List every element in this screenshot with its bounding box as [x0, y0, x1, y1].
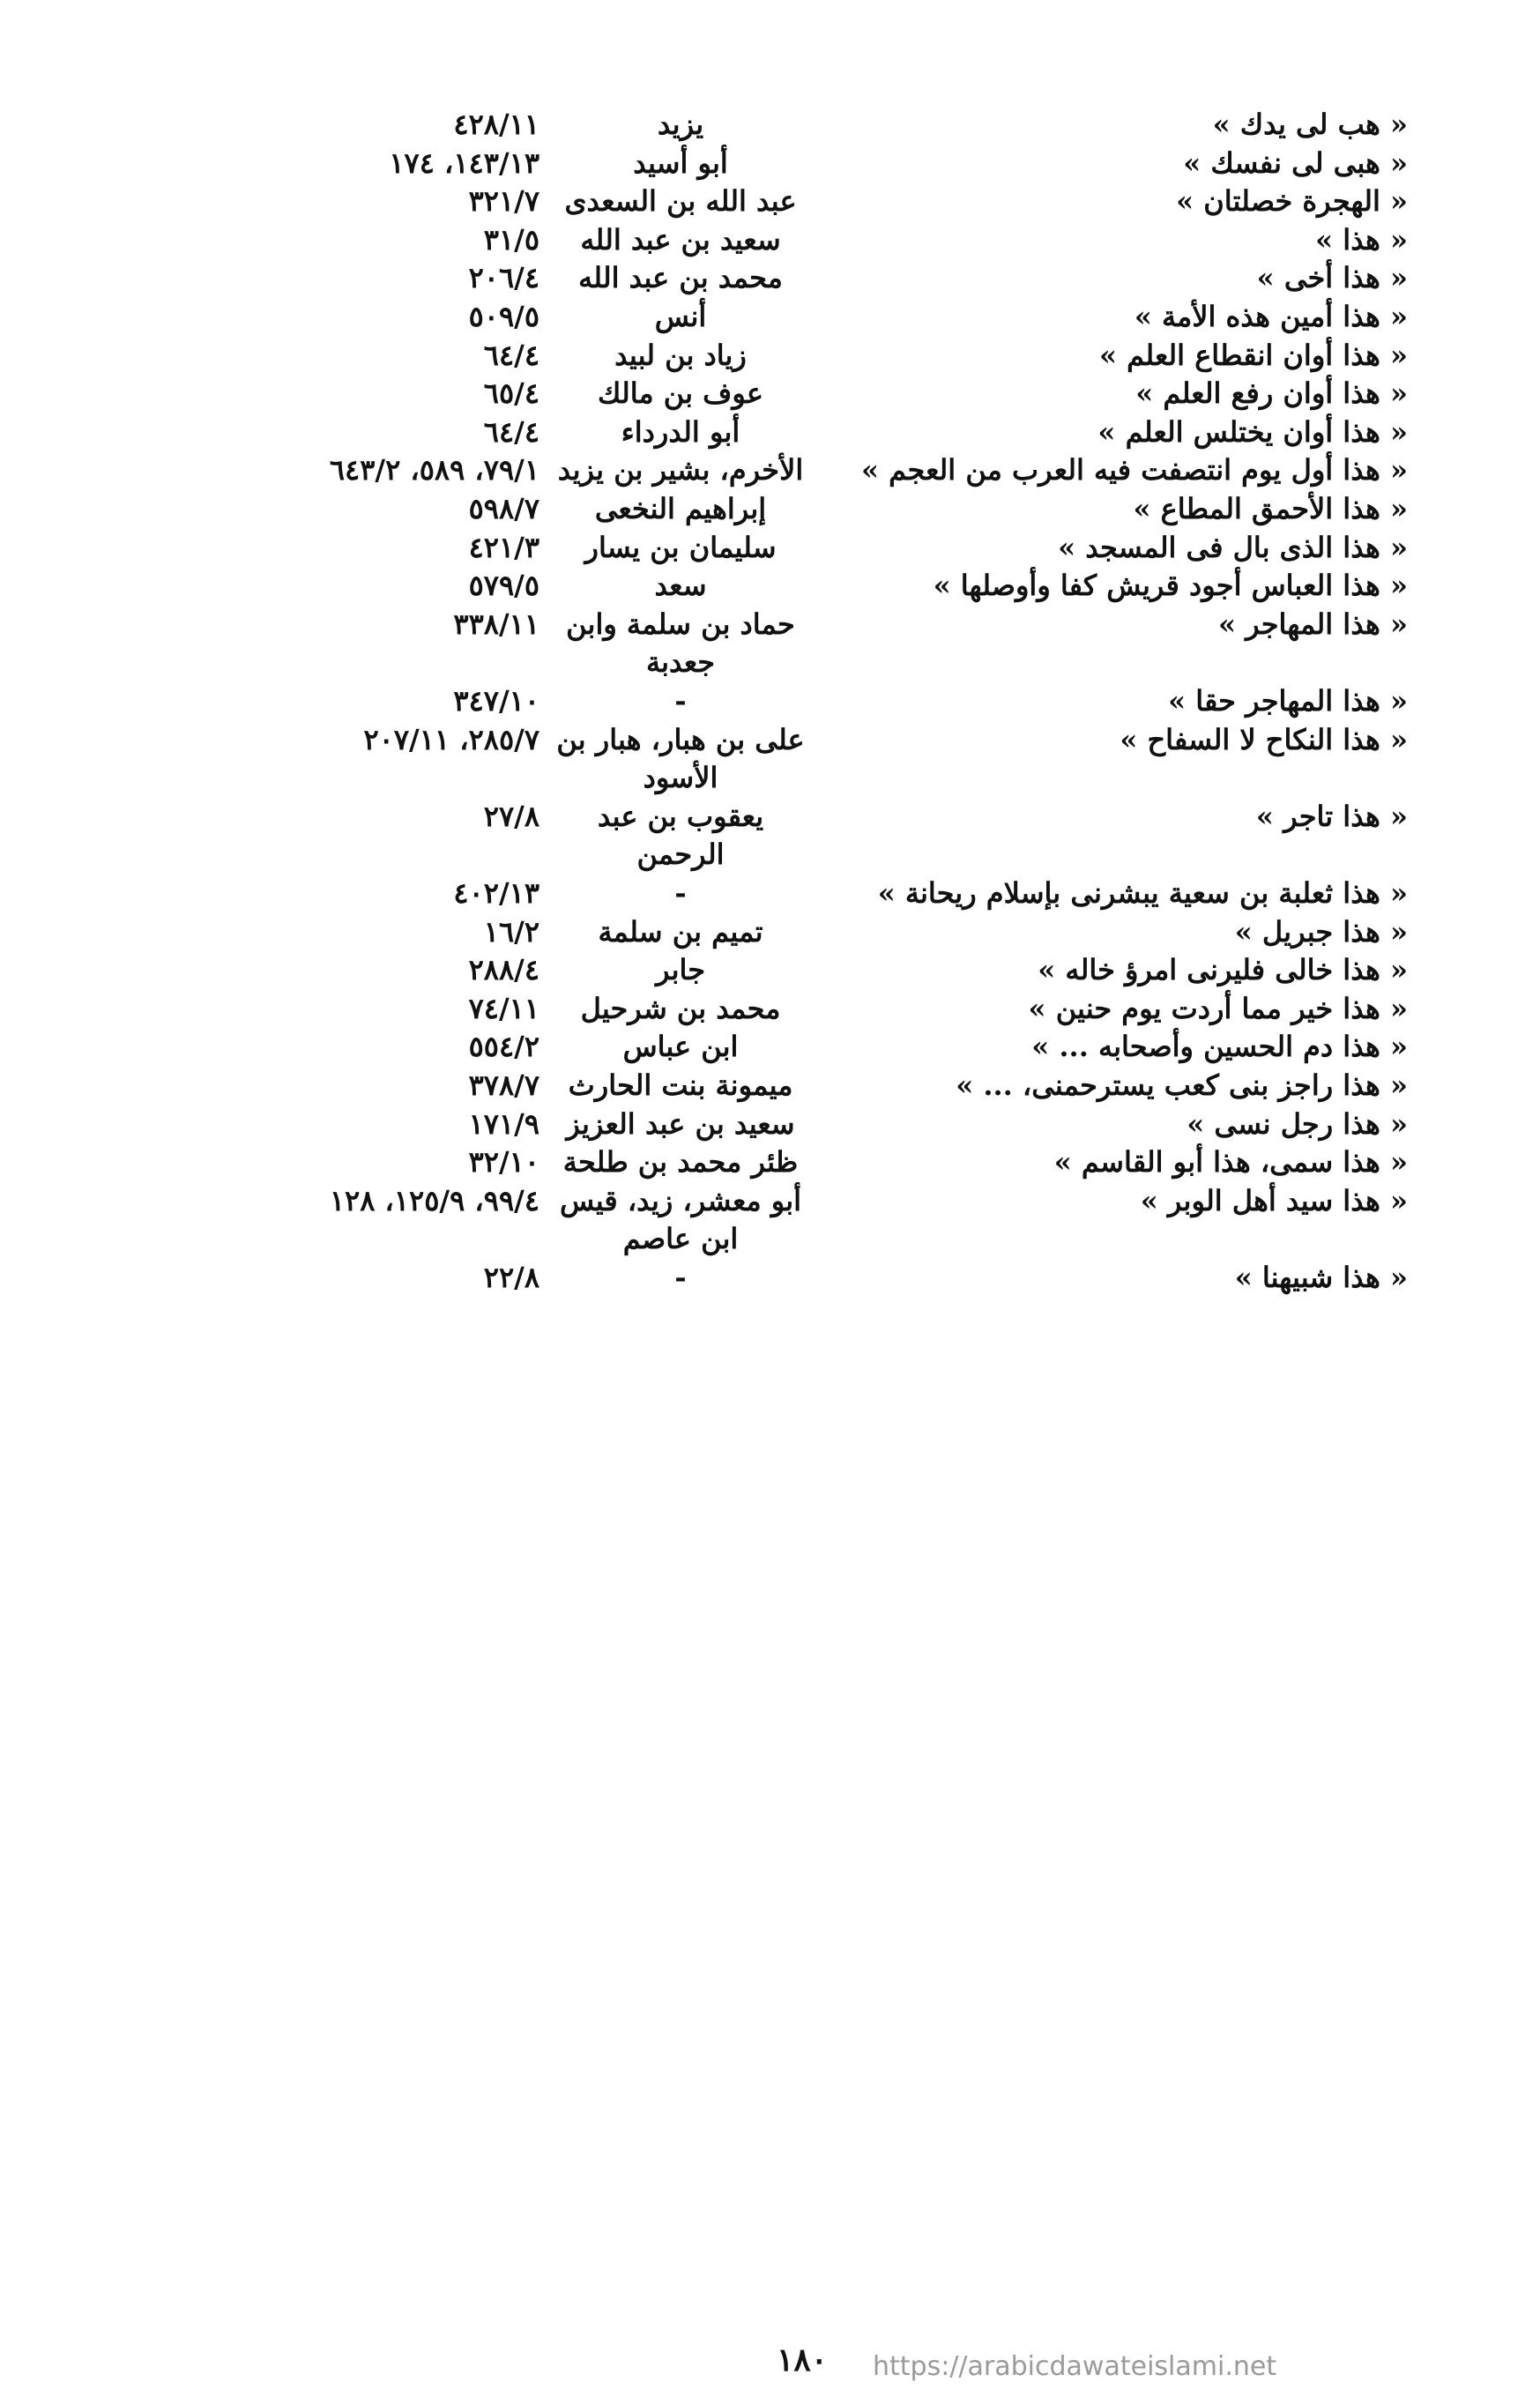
- hadith-text: « هذا رجل نسى »: [1187, 1106, 1408, 1141]
- narrator-name: جابر: [655, 953, 706, 987]
- narrator-name: يعقوب بن عبد: [597, 799, 764, 833]
- volume-page-reference: ٦٤/٤: [483, 414, 539, 449]
- narrator-name: ظئر محمد بن طلحة: [562, 1145, 799, 1180]
- narrator-name: سعد: [654, 569, 707, 603]
- watermark-url: https://arabicdawateislami.net: [873, 2351, 1277, 2382]
- narrator-name: أنس: [654, 300, 707, 333]
- narrator-name: تميم بن سلمة: [598, 914, 763, 949]
- hadith-text: « هذا المهاجر »: [1217, 607, 1408, 641]
- narrator-name: زياد بن لبيد: [614, 338, 747, 372]
- volume-page-reference: ٢٨٨/٤: [468, 953, 539, 987]
- hadith-text: « هذا ثعلبة بن سعية يبشرنى بإسلام ريحانة »: [877, 876, 1408, 910]
- volume-page-reference: ٦٤/٤: [483, 338, 539, 372]
- volume-page-reference: ١٧١/٩: [468, 1106, 539, 1141]
- volume-page-reference: ١٦/٢: [483, 914, 539, 949]
- hadith-text: « هذا أخى »: [1256, 261, 1408, 295]
- narrator-name: -: [674, 684, 687, 718]
- hadith-text: « هذا خير مما أردت يوم حنين »: [1028, 991, 1408, 1025]
- narrator-name: محمد بن شرحيل: [580, 991, 781, 1025]
- narrator-name-continuation: الرحمن: [636, 837, 725, 872]
- hadith-text: « هذا الأحمق المطاع »: [1133, 492, 1408, 525]
- page-number: ١٨٠: [776, 2341, 828, 2378]
- volume-page-reference: ٧٩/١، ٥٨٩، ٦٤٣/٢: [329, 453, 539, 488]
- volume-page-reference: ٤٢٨/١١: [453, 108, 539, 141]
- narrator-name: ميمونة بنت الحارث: [568, 1068, 793, 1102]
- volume-page-reference: ٤٢١/٣: [468, 530, 539, 564]
- narrator-name-continuation: جعدبة: [645, 645, 716, 680]
- hadith-text: « هذا »: [1315, 222, 1408, 257]
- hadith-text: « هذا راجز بنى كعب يسترحمنى، ... »: [956, 1068, 1408, 1102]
- volume-page-reference: ٥٧٩/٥: [468, 569, 539, 603]
- hadith-text: « هذا أوان رفع العلم »: [1135, 376, 1408, 411]
- narrator-name: سليمان بن يسار: [584, 530, 777, 564]
- volume-page-reference: ٢٢/٨: [483, 1261, 539, 1294]
- hadith-text: « هذا العباس أجود قريش كفا وأوصلها »: [933, 569, 1408, 603]
- volume-page-reference: ٥٥٤/٢: [468, 1030, 539, 1064]
- volume-page-reference: ٤٠٢/١٣: [453, 876, 539, 910]
- volume-page-reference: ٣١/٥: [483, 222, 539, 257]
- narrator-name: سعيد بن عبد الله: [580, 222, 781, 257]
- hadith-text: « هذا أمين هذه الأمة »: [1134, 300, 1408, 333]
- narrator-name-continuation: ابن عاصم: [622, 1222, 739, 1256]
- hadith-text: « هذا سيد أهل الوبر »: [1140, 1183, 1408, 1217]
- narrator-name: سعيد بن عبد العزيز: [566, 1106, 795, 1141]
- narrator-name: عوف بن مالك: [598, 376, 763, 411]
- hadith-text: « هذا تاجر »: [1255, 799, 1408, 833]
- volume-page-reference: ٧٤/١١: [468, 991, 539, 1025]
- hadith-text: « هذا أوان انقطاع العلم »: [1098, 338, 1408, 372]
- volume-page-reference: ٩٩/٤، ١٢٥/٩، ١٢٨: [329, 1183, 539, 1217]
- hadith-text: « هذا دم الحسين وأصحابه ... »: [1031, 1030, 1408, 1064]
- volume-page-reference: ٣٣٨/١١: [453, 607, 539, 641]
- volume-page-reference: ٢٠٦/٤: [468, 261, 539, 295]
- volume-page-reference: ٦٥/٤: [483, 376, 539, 411]
- volume-page-reference: ١٤٣/١٣، ١٧٤: [389, 145, 539, 180]
- narrator-name: على بن هبار، هبار بن: [556, 722, 805, 756]
- volume-page-reference: ٣٤٧/١٠: [453, 684, 539, 718]
- narrator-name: يزيد: [657, 108, 704, 141]
- narrator-name: أبو أسيد: [633, 145, 728, 180]
- narrator-name: حماد بن سلمة وابن: [566, 607, 795, 641]
- narrator-name: -: [674, 1261, 687, 1294]
- hadith-text: « هذا شبيهنا »: [1234, 1261, 1408, 1294]
- hadith-text: « هذا جبريل »: [1234, 914, 1408, 949]
- volume-page-reference: ٣٢١/٧: [468, 184, 539, 219]
- hadith-text: « هذا الذى بال فى المسجد »: [1058, 530, 1408, 564]
- hadith-text: « هذا خالى فليرنى امرؤ خاله »: [1038, 953, 1408, 987]
- volume-page-reference: ٥٩٨/٧: [468, 492, 539, 525]
- hadith-text: « الهجرة خصلتان »: [1176, 184, 1408, 219]
- hadith-text: « هذا سمى، هذا أبو القاسم »: [1053, 1145, 1408, 1180]
- narrator-name: محمد بن عبد الله: [578, 261, 783, 295]
- narrator-name: أبو الدرداء: [621, 414, 740, 449]
- narrator-name: أبو معشر، زيد، قيس: [559, 1183, 802, 1217]
- narrator-name: عبد الله بن السعدى: [564, 184, 797, 219]
- narrator-name-continuation: الأسود: [643, 761, 718, 795]
- hadith-text: « هذا النكاح لا السفاح »: [1120, 722, 1408, 756]
- volume-page-reference: ٢٧/٨: [483, 799, 539, 833]
- narrator-name: ابن عباس: [622, 1030, 739, 1064]
- index-entry-row: [0, 1244, 1540, 1311]
- narrator-name: -: [674, 876, 687, 910]
- volume-page-reference: ٣٧٨/٧: [468, 1068, 539, 1102]
- hadith-text: « هبى لى نفسك »: [1183, 145, 1408, 180]
- hadith-text: « هذا المهاجر حقا »: [1168, 684, 1408, 718]
- volume-page-reference: ٣٢/١٠: [468, 1145, 539, 1180]
- hadith-text: « هذا أول يوم انتصفت فيه العرب من العجم »: [861, 453, 1408, 488]
- volume-page-reference: ٢٨٥/٧، ٢٠٧/١١: [363, 722, 539, 756]
- narrator-name: إبراهيم النخعى: [594, 492, 767, 525]
- hadith-text: « هب لى يدك »: [1212, 108, 1408, 141]
- narrator-name: الأخرم، بشير بن يزيد: [557, 453, 804, 488]
- volume-page-reference: ٥٠٩/٥: [468, 300, 539, 333]
- hadith-text: « هذا أوان يختلس العلم »: [1097, 414, 1408, 449]
